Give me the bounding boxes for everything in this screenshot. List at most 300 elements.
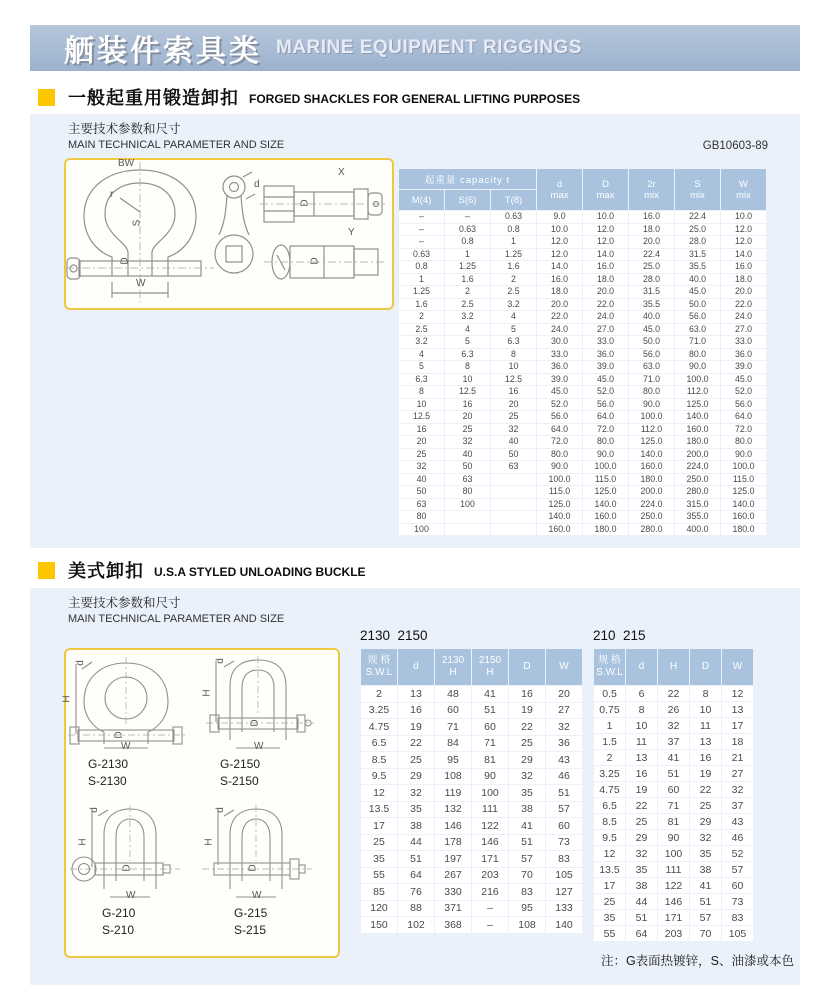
dim-label-d: d <box>88 807 100 813</box>
table-cell: 20 <box>445 411 490 423</box>
table-cell: 16.0 <box>583 261 628 273</box>
table-cell: 150 <box>361 917 397 933</box>
dim-label-w: W <box>136 278 146 289</box>
table-cell: 50.0 <box>629 336 674 348</box>
table-cell: 224.0 <box>629 499 674 511</box>
table-cell: 35 <box>626 862 657 877</box>
table-cell: 200.0 <box>629 486 674 498</box>
dim-label-x: X <box>338 167 345 178</box>
table-cell: 20 <box>546 686 582 702</box>
table-cell: 52.0 <box>583 386 628 398</box>
table-cell: 9.0 <box>537 211 582 223</box>
table-cell: 60 <box>435 703 471 719</box>
dim-label-w: W <box>121 741 131 752</box>
table-cell: 55 <box>594 926 625 941</box>
page-banner <box>30 25 800 71</box>
column-header: d <box>398 649 434 685</box>
dim-label-d-bolt: D <box>299 199 311 207</box>
table-2130-2150 <box>360 648 583 934</box>
dim-label-y: Y <box>348 227 355 238</box>
column-header: M(4) <box>399 190 444 210</box>
column-header: d max <box>537 169 582 210</box>
table-row <box>399 499 766 511</box>
table-cell: 8 <box>690 686 721 701</box>
table-cell: 122 <box>658 878 689 893</box>
section2-title-en: U.S.A STYLED UNLOADING BUCKLE <box>154 565 366 579</box>
table-cell: 80.0 <box>675 349 720 361</box>
dim-label-d: d <box>214 807 226 813</box>
table-cell: 51 <box>658 766 689 781</box>
table-row <box>594 878 753 893</box>
table-cell: 29 <box>626 830 657 845</box>
table-row <box>594 910 753 925</box>
table-cell: 200.0 <box>675 449 720 461</box>
table-cell: 127 <box>546 884 582 900</box>
table-cell: 22 <box>690 782 721 797</box>
table-cell: 25 <box>509 736 545 752</box>
table-cell: 108 <box>509 917 545 933</box>
table-cell: 6.3 <box>445 349 490 361</box>
table-cell: 45.0 <box>721 374 766 386</box>
table-cell: 84 <box>435 736 471 752</box>
table-cell: 25 <box>398 752 434 768</box>
drawing-g2150 <box>200 656 332 805</box>
table-cell: 35.5 <box>675 261 720 273</box>
table-cell: 36 <box>546 736 582 752</box>
shackle-drawing-svg <box>66 160 388 304</box>
table-cell: 12.5 <box>399 411 444 423</box>
param-label-zh: 主要技术参数和尺寸 <box>68 596 181 610</box>
table-cell <box>445 524 490 536</box>
table-a-title: 2130 2150 <box>360 628 428 643</box>
table-cell: 20 <box>399 436 444 448</box>
table-cell: 0.63 <box>399 249 444 261</box>
table-row <box>361 785 582 801</box>
table-row <box>361 736 582 752</box>
table-row <box>399 474 766 486</box>
table-cell: 20.0 <box>537 299 582 311</box>
table-cell: 1.5 <box>594 734 625 749</box>
table-cell: 50.0 <box>675 299 720 311</box>
table-cell: 122 <box>472 818 508 834</box>
dim-label-h: H <box>77 838 89 846</box>
table-cell: 1.6 <box>445 274 490 286</box>
table-row <box>594 782 753 797</box>
table-cell: 12.0 <box>721 224 766 236</box>
table-cell: 315.0 <box>675 499 720 511</box>
section2-title-zh: 美式卸扣 <box>68 561 144 581</box>
table-cell: 64.0 <box>721 411 766 423</box>
table-cell: 0.75 <box>594 702 625 717</box>
table-cell: 57 <box>546 802 582 818</box>
table-cell: 2 <box>361 686 397 702</box>
table-cell: 29 <box>690 814 721 829</box>
table-cell: 18.0 <box>721 274 766 286</box>
dim-label-h: H <box>61 695 73 703</box>
table-cell: 45.0 <box>537 386 582 398</box>
table-cell <box>491 499 536 511</box>
table-cell: 5 <box>445 336 490 348</box>
dim-label-bw: BW <box>118 158 135 169</box>
table-cell: 8 <box>626 702 657 717</box>
table-cell: 16 <box>690 750 721 765</box>
table-b-title: 210 215 <box>593 628 646 643</box>
table-cell: 95 <box>509 901 545 917</box>
table-cell: 38 <box>398 818 434 834</box>
table-cell: 203 <box>658 926 689 941</box>
table-cell: 18.0 <box>583 274 628 286</box>
table-cell: 51 <box>509 835 545 851</box>
table-cell: 51 <box>546 785 582 801</box>
drawing-g2130 <box>61 656 200 805</box>
table-cell: 25 <box>399 449 444 461</box>
table-cell: 43 <box>546 752 582 768</box>
table-cell: 0.5 <box>594 686 625 701</box>
table-cell: 56.0 <box>721 399 766 411</box>
table-cell: 32 <box>445 436 490 448</box>
table-cell: 32 <box>658 718 689 733</box>
table-cell: 55 <box>361 868 397 884</box>
table-cell: 6 <box>626 686 657 701</box>
table-cell: 146 <box>472 835 508 851</box>
table-cell: 22.4 <box>675 211 720 223</box>
table-cell: 20.0 <box>629 236 674 248</box>
table-cell: 119 <box>435 785 471 801</box>
table-cell: 280.0 <box>675 486 720 498</box>
table-cell: 1.25 <box>491 249 536 261</box>
table-cell: 100 <box>658 846 689 861</box>
dim-label-w: W <box>126 890 136 901</box>
column-header: D max <box>583 169 628 210</box>
table-cell: 71 <box>472 736 508 752</box>
table-cell: 250.0 <box>629 511 674 523</box>
table-cell: 171 <box>472 851 508 867</box>
table-row <box>594 894 753 909</box>
table-cell: 18.0 <box>537 286 582 298</box>
table-row <box>594 926 753 941</box>
table-cell: 35 <box>509 785 545 801</box>
table-row <box>399 524 766 536</box>
round-pin-dee-shackle-svg <box>68 805 186 901</box>
table-cell: 160.0 <box>583 511 628 523</box>
table-cell: 2 <box>445 286 490 298</box>
table-cell: 6.3 <box>399 374 444 386</box>
table-cell: 56.0 <box>675 311 720 323</box>
table-cell: 100.0 <box>675 374 720 386</box>
table-cell: 64 <box>398 868 434 884</box>
table-cell: 20.0 <box>583 286 628 298</box>
table-cell: 115.0 <box>721 474 766 486</box>
section1-title-zh: 一般起重用锻造卸扣 <box>68 88 239 108</box>
table-cell: 35 <box>690 846 721 861</box>
table-cell: 12.0 <box>537 249 582 261</box>
table-cell: – <box>399 236 444 248</box>
table-cell: 180.0 <box>721 524 766 536</box>
table-cell: 12 <box>722 686 753 701</box>
table-cell: 25.0 <box>629 261 674 273</box>
column-header: 规 格 S.W.L <box>361 649 397 685</box>
table-row <box>399 211 766 223</box>
table-row <box>361 835 582 851</box>
table-cell: 80.0 <box>537 449 582 461</box>
table-cell: 6.5 <box>361 736 397 752</box>
table-cell: 112.0 <box>629 424 674 436</box>
table-cell: 45.0 <box>629 324 674 336</box>
table-cell: 76 <box>398 884 434 900</box>
table-cell: 2 <box>399 311 444 323</box>
table-cell: 40.0 <box>629 311 674 323</box>
footnote: 注：G表面热镀锌，S、油漆或本色 <box>600 954 794 968</box>
dim-label-w: W <box>254 741 264 752</box>
table-cell: 51 <box>398 851 434 867</box>
table-cell: 10 <box>445 374 490 386</box>
table-row <box>361 752 582 768</box>
table-cell: 17 <box>722 718 753 733</box>
table-cell: 37 <box>722 798 753 813</box>
table-cell: 8 <box>399 386 444 398</box>
param-label <box>68 119 284 151</box>
table-cell: 3.2 <box>445 311 490 323</box>
table-cell: 71.0 <box>675 336 720 348</box>
table-cell: 17 <box>361 818 397 834</box>
column-header: T(8) <box>491 190 536 210</box>
table-row <box>399 361 766 373</box>
table-cell: 1.6 <box>491 261 536 273</box>
table-cell: 115.0 <box>537 486 582 498</box>
table-cell: 52 <box>722 846 753 861</box>
table-cell: 10.0 <box>721 211 766 223</box>
table-cell: 16 <box>398 703 434 719</box>
table-cell: 22.4 <box>629 249 674 261</box>
table-cell: 3.25 <box>361 703 397 719</box>
section1-heading <box>38 84 580 110</box>
table-cell: 11 <box>690 718 721 733</box>
table-cell: 140.0 <box>583 499 628 511</box>
table-cell: 35 <box>361 851 397 867</box>
table-row <box>399 324 766 336</box>
table-row <box>594 718 753 733</box>
table-cell: 1 <box>399 274 444 286</box>
table-cell: 371 <box>435 901 471 917</box>
dim-label-r: r <box>110 189 114 200</box>
table-cell: 90 <box>472 769 508 785</box>
table-cell: – <box>399 224 444 236</box>
table-cell: 16 <box>491 386 536 398</box>
table-cell: 16.0 <box>721 261 766 273</box>
capacity-header-cell: 起重量 capacity t <box>399 169 536 189</box>
table-cell <box>491 511 536 523</box>
table-cell: 38 <box>690 862 721 877</box>
table-cell: 140.0 <box>675 411 720 423</box>
dim-label-dp: D <box>249 719 261 727</box>
table-cell: 24.0 <box>721 311 766 323</box>
dim-label-d-pin: D <box>309 257 321 265</box>
table-cell: 280.0 <box>629 524 674 536</box>
table-cell: 38 <box>626 878 657 893</box>
table-cell: 64.0 <box>537 424 582 436</box>
dim-label-d: d <box>74 660 86 666</box>
table-cell: – <box>472 901 508 917</box>
table-cell: 22.0 <box>583 299 628 311</box>
drawing-caption: G-2130 S-2130 <box>88 757 129 788</box>
table-cell: 81 <box>658 814 689 829</box>
column-header: 2r mix <box>629 169 674 210</box>
section1-panel <box>30 114 800 548</box>
table-cell: 90.0 <box>583 449 628 461</box>
table-row <box>361 703 582 719</box>
table-cell: 203 <box>472 868 508 884</box>
table-row <box>399 299 766 311</box>
table-row <box>399 249 766 261</box>
table-cell: 19 <box>626 782 657 797</box>
table-cell: 33.0 <box>537 349 582 361</box>
table-cell <box>445 511 490 523</box>
table-cell: 31.5 <box>675 249 720 261</box>
table-cell: 56.0 <box>583 399 628 411</box>
table-cell: 70 <box>509 868 545 884</box>
table-cell: 51 <box>690 894 721 909</box>
table-cell: 368 <box>435 917 471 933</box>
table-cell: 19 <box>509 703 545 719</box>
table-row <box>399 399 766 411</box>
table-cell: 35 <box>398 802 434 818</box>
table-cell: 108 <box>435 769 471 785</box>
table-cell: 46 <box>546 769 582 785</box>
table-cell: 12 <box>594 846 625 861</box>
table-cell: 5 <box>399 361 444 373</box>
table-cell: 39.0 <box>537 374 582 386</box>
table-cell: 80.0 <box>721 436 766 448</box>
table-cell: 25 <box>626 814 657 829</box>
table-cell: 29 <box>509 752 545 768</box>
table-row <box>594 798 753 813</box>
drawing-caption: G-2150 S-2150 <box>220 757 261 788</box>
dim-label-dp: D <box>247 864 259 872</box>
table-cell: 72.0 <box>721 424 766 436</box>
table-cell: 32 <box>399 461 444 473</box>
table-cell: 197 <box>435 851 471 867</box>
banner-title-zh: 舾装件索具类 <box>64 35 262 68</box>
table-cell: 57 <box>509 851 545 867</box>
table-cell: 80 <box>445 486 490 498</box>
table-cell: 22.0 <box>721 299 766 311</box>
table-cell: 140.0 <box>721 499 766 511</box>
table-cell: 13 <box>398 686 434 702</box>
table-cell: 2 <box>594 750 625 765</box>
table-cell: 83 <box>509 884 545 900</box>
table-row <box>399 449 766 461</box>
table-cell: 4 <box>491 311 536 323</box>
param-label-zh: 主要技术参数和尺寸 <box>68 122 181 136</box>
table-cell: 22.0 <box>537 311 582 323</box>
forged-shackle-table <box>398 168 767 536</box>
table-cell: 160.0 <box>537 524 582 536</box>
table-cell: 3.25 <box>594 766 625 781</box>
table-cell: 10 <box>626 718 657 733</box>
table-row <box>399 461 766 473</box>
table-cell: 33.0 <box>721 336 766 348</box>
table-cell: 10 <box>690 702 721 717</box>
table-cell: 63.0 <box>675 324 720 336</box>
usa-shackle-drawings <box>61 648 340 958</box>
table-cell: 16 <box>445 399 490 411</box>
table-row <box>594 830 753 845</box>
table-cell: 22 <box>626 798 657 813</box>
table-cell: 80.0 <box>583 436 628 448</box>
table-cell: 3.2 <box>399 336 444 348</box>
table-cell: 81 <box>472 752 508 768</box>
table-cell: 267 <box>435 868 471 884</box>
column-header: 2150 H <box>472 649 508 685</box>
table-cell: 16.0 <box>629 211 674 223</box>
dee-shackle-svg <box>200 656 318 752</box>
table-cell: 160.0 <box>675 424 720 436</box>
column-header: 2130 H <box>435 649 471 685</box>
table-cell: 1 <box>491 236 536 248</box>
table-cell: 57 <box>690 910 721 925</box>
table-cell: 40 <box>399 474 444 486</box>
table-cell: 60 <box>722 878 753 893</box>
table-cell: 22 <box>398 736 434 752</box>
table-cell: 14.0 <box>537 261 582 273</box>
table-cell: 39.0 <box>583 361 628 373</box>
table-cell <box>491 486 536 498</box>
table-cell: 2 <box>491 274 536 286</box>
table-cell: 73 <box>722 894 753 909</box>
dim-label-d-front: D <box>119 257 131 265</box>
table-cell: 32 <box>626 846 657 861</box>
table-cell: 16.0 <box>537 274 582 286</box>
table-cell: 50 <box>491 449 536 461</box>
table-cell: 111 <box>658 862 689 877</box>
table-cell: – <box>445 211 490 223</box>
table-cell: 125.0 <box>629 436 674 448</box>
drawing-caption: G-215 S-215 <box>234 906 268 937</box>
table-cell: 1.25 <box>399 286 444 298</box>
table-cell: 8.5 <box>361 752 397 768</box>
table-cell: 125.0 <box>675 399 720 411</box>
dim-label-d: d <box>214 658 226 664</box>
table-row <box>594 766 753 781</box>
table-cell: 12 <box>361 785 397 801</box>
table-cell: 180.0 <box>583 524 628 536</box>
table-210-215 <box>593 648 754 942</box>
table-cell: 19 <box>690 766 721 781</box>
table-cell: 60 <box>658 782 689 797</box>
bow-shackle-svg <box>68 656 186 752</box>
table-cell: 1 <box>445 249 490 261</box>
table-cell: 102 <box>398 917 434 933</box>
table-cell: 28.0 <box>629 274 674 286</box>
table-cell: 85 <box>361 884 397 900</box>
table-cell: 40 <box>491 436 536 448</box>
table-cell: 3.2 <box>491 299 536 311</box>
table-cell: 16 <box>399 424 444 436</box>
table-cell: 72.0 <box>583 424 628 436</box>
section1-title-en: FORGED SHACKLES FOR GENERAL LIFTING PURPOSES <box>249 92 581 106</box>
table-cell: 8 <box>491 349 536 361</box>
table-cell: 80.0 <box>629 386 674 398</box>
table-cell: 64 <box>626 926 657 941</box>
dim-label-h: H <box>201 689 213 697</box>
column-header: d <box>626 649 657 685</box>
table-cell: 30.0 <box>537 336 582 348</box>
table-cell: 12.0 <box>721 236 766 248</box>
table-cell: 9.5 <box>361 769 397 785</box>
section2-heading <box>38 557 366 583</box>
table-row <box>399 486 766 498</box>
table-cell: 64.0 <box>583 411 628 423</box>
